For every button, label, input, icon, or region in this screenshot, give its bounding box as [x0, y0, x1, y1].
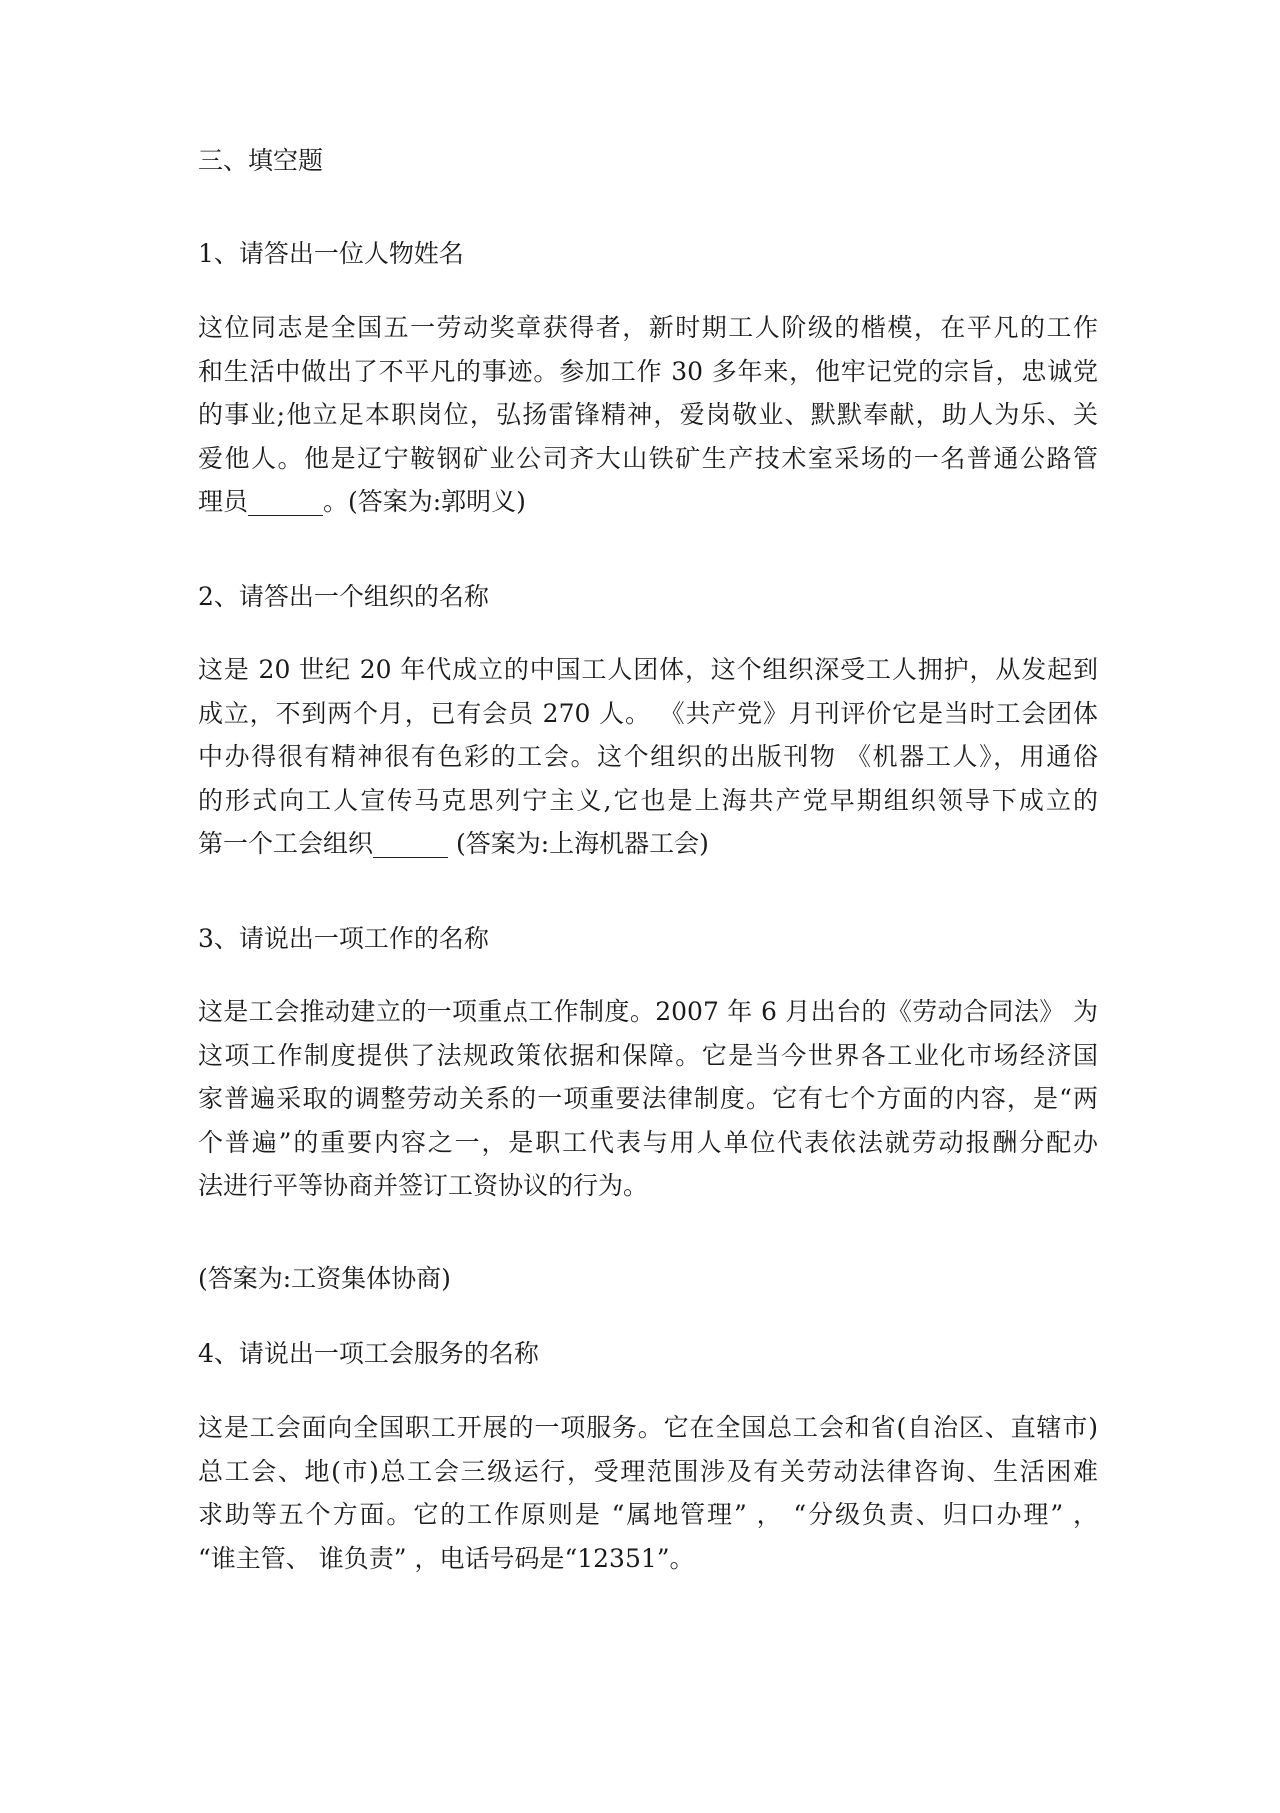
question-1-line: 这位同志是全国五一劳动奖章获得者，新时期工人阶级的楷模，在平凡的工作: [198, 313, 1098, 342]
question-3-line: 这项工作制度提供了法规政策依据和保障。它是当今世界各工业化市场经济国: [198, 1040, 1098, 1070]
question-2-line: 这是 20 世纪 20 年代成立的中国工人团体，这个组织深受工人拥护，从发起到: [198, 655, 1098, 684]
question-3-body: [198, 990, 1098, 1208]
question-2-line: 成立，不到两个月，已有会员 270 人。 《共产党》月刊评价它是当时工会团体: [198, 698, 1098, 728]
question-1-line: 的事业;他立足本职岗位，弘扬雷锋精神，爱岗敬业、默默奉献，助人为乐、关: [198, 400, 1098, 429]
question-3-line: 家普遍采取的调整劳动关系的一项重要法律制度。它有七个方面的内容，是“两: [198, 1084, 1098, 1113]
question-1-heading: 1、请答出一位人物姓名: [198, 239, 464, 268]
question-4-line: 求助等五个方面。它的工作原则是 “属地管理” ， “分级负责、归口办理” ，: [198, 1500, 1098, 1529]
question-2-body: [198, 648, 1098, 866]
question-1-line: 和生活中做出了不平凡的事迹。参加工作 30 多年来，他牢记党的宗旨，忠诚党: [198, 356, 1098, 386]
question-3-line: 这是工会推动建立的一项重点工作制度。2007 年 6 月出台的《劳动合同法》 为: [198, 997, 1098, 1026]
question-4-line: “谁主管、 谁负责” ，电话号码是“12351”。: [198, 1543, 695, 1573]
question-4-line: 总工会、地(市)总工会三级运行，受理范围涉及有关劳动法律咨询、生活困难: [198, 1456, 1098, 1486]
question-3-heading: 3、请说出一项工作的名称: [198, 924, 489, 953]
question-1-body: [198, 306, 1098, 524]
question-4-heading: 4、请说出一项工会服务的名称: [198, 1339, 539, 1368]
question-4-body: [198, 1406, 1098, 1580]
section-title: 三、填空题: [198, 146, 324, 175]
question-2-line: 的形式向工人宣传马克思列宁主义,它也是上海共产党早期组织领导下成立的: [198, 785, 1098, 815]
question-4-line: 这是工会面向全国职工开展的一项服务。它在全国总工会和省(自治区、直辖市): [198, 1413, 1098, 1442]
question-3-line: 个普遍”的重要内容之一，是职工代表与用人单位代表依法就劳动报酬分配办: [198, 1127, 1098, 1157]
question-1-line: 理员______。(答案为:郭明义): [198, 487, 526, 516]
question-2-heading: 2、请答出一个组织的名称: [198, 582, 489, 611]
question-3-answer: (答案为:工资集体协商): [198, 1264, 451, 1293]
question-1-line: 爱他人。他是辽宁鞍钢矿业公司齐大山铁矿生产技术室采场的一名普通公路管: [198, 443, 1098, 473]
question-2-line: 第一个工会组织______ (答案为:上海机器工会): [198, 829, 709, 858]
question-3-line: 法进行平等协商并签订工资协议的行为。: [198, 1171, 649, 1200]
question-2-line: 中办得很有精神很有色彩的工会。这个组织的出版刊物 《机器工人》，用通俗: [198, 742, 1098, 771]
